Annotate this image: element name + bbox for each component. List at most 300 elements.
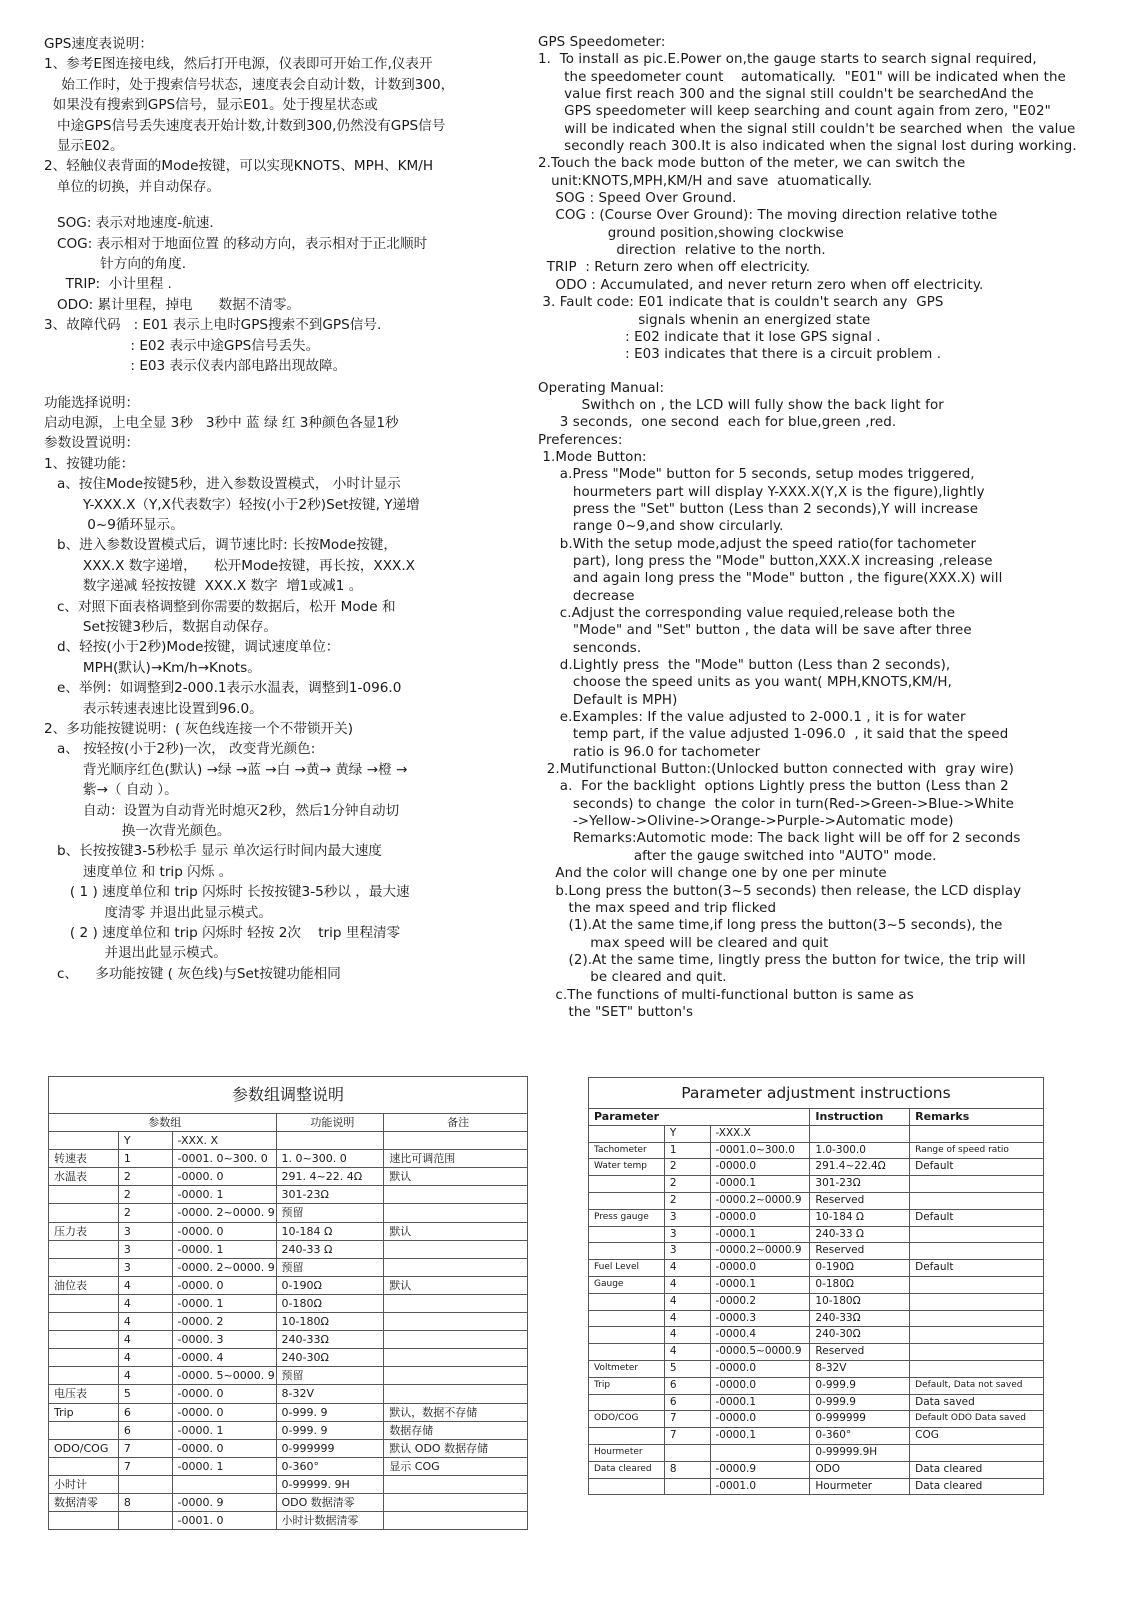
table-cell <box>49 1204 119 1222</box>
text-line: signals whenin an energized state <box>538 312 871 328</box>
table-row <box>49 1403 528 1421</box>
table-cell: 5 <box>118 1385 172 1403</box>
table-row <box>589 1461 1044 1478</box>
table-cell: ODO/COG <box>589 1411 665 1428</box>
text-line: a.Press "Mode" button for 5 seconds, setup modes triggered, <box>538 467 975 483</box>
text-line: decrease <box>538 588 635 604</box>
table-cell: 1.0-300.0 <box>810 1142 910 1159</box>
table-cell <box>49 1313 119 1331</box>
text-line: 功能选择说明： <box>44 394 140 411</box>
table-row <box>589 1176 1044 1193</box>
table-cell: 默认，数据不存储 <box>384 1403 528 1421</box>
table-cell: 4 <box>664 1327 710 1344</box>
text-line: after the gauge switched into "AUTO" mode. <box>538 848 937 864</box>
table-cell: -0000. 0 <box>172 1385 276 1403</box>
table-cell: 4 <box>118 1331 172 1349</box>
text-line: XXX.X 数字递增， 松开Mode按键，再长按，XXX.X <box>44 557 415 574</box>
column-header: 备注 <box>384 1114 528 1132</box>
table-row <box>49 1186 528 1204</box>
table-cell: 0-180Ω <box>810 1276 910 1293</box>
table-cell: Default ODO Data saved <box>910 1411 1044 1428</box>
table-row <box>589 1260 1044 1277</box>
table-cell <box>384 1385 528 1403</box>
table-row <box>589 1327 1044 1344</box>
table-cell: -0000. 4 <box>172 1349 276 1367</box>
table-cell: Data saved <box>910 1394 1044 1411</box>
table-row <box>49 1132 528 1150</box>
table-cell <box>276 1132 384 1150</box>
text-line: 针方向的角度. <box>44 256 187 273</box>
table-cell: 2 <box>664 1192 710 1209</box>
text-line: ( 1 ) 速度单位和 trip 闪烁时 长按按键3-5秒以 ，最大速 <box>44 884 410 901</box>
table-cell <box>910 1310 1044 1327</box>
text-line: : E03 表示仪表内部电路出现故障。 <box>44 358 347 375</box>
table-cell: -0000. 2 <box>172 1313 276 1331</box>
text-line: Operating Manual: <box>538 380 665 396</box>
table-cell: -0000.1 <box>710 1428 810 1445</box>
text-line: : E03 indicates that there is a circuit problem . <box>538 347 942 363</box>
table-cell: -0000. 5~0000. 9 <box>172 1367 276 1385</box>
table-cell: 2 <box>664 1159 710 1176</box>
table-cell: 0-190Ω <box>276 1276 384 1294</box>
table-cell <box>49 1132 119 1150</box>
table-cell: Hourmeter <box>589 1444 665 1461</box>
text-line: choose the speed units as you want( MPH,KNOTS,KM/H, <box>538 675 952 691</box>
table-cell: -0000. 0 <box>172 1222 276 1240</box>
text-line: will be indicated when the signal still couldn't be searched when the value <box>538 121 1076 137</box>
table-row <box>589 1411 1044 1428</box>
table-cell: 0-999. 9 <box>276 1421 384 1439</box>
table-cell <box>384 1313 528 1331</box>
table-cell: 默认 ODO 数据存储 <box>384 1439 528 1457</box>
table-cell: -XXX.X <box>710 1125 810 1142</box>
column-header: Instruction <box>810 1109 910 1126</box>
table-cell: 数据清零 <box>49 1493 119 1511</box>
text-line: direction relative to the north. <box>538 243 826 259</box>
table-row <box>49 1240 528 1258</box>
table-cell: 小时计 <box>49 1475 119 1493</box>
table-row <box>49 1475 528 1493</box>
table-cell: Reserved <box>810 1192 910 1209</box>
text-line: And the color will change one by one per minute <box>538 866 887 882</box>
table-cell: 预留 <box>276 1367 384 1385</box>
table-cell <box>589 1310 665 1327</box>
table-row <box>589 1428 1044 1445</box>
table-cell: 0-190Ω <box>810 1260 910 1277</box>
table-cell: 3 <box>118 1222 172 1240</box>
table-cell: 6 <box>664 1377 710 1394</box>
table-cell: Trip <box>589 1377 665 1394</box>
table-cell: ODO 数据清零 <box>276 1493 384 1511</box>
table-row <box>49 1258 528 1276</box>
table-cell: -0000. 0 <box>172 1439 276 1457</box>
table-row <box>589 1394 1044 1411</box>
table-cell <box>910 1344 1044 1361</box>
text-line: Set按键3秒后，数据自动保存。 <box>44 618 277 635</box>
table-cell <box>910 1444 1044 1461</box>
table-cell: 301-23Ω <box>276 1186 384 1204</box>
table-cell <box>910 1276 1044 1293</box>
table-cell <box>49 1367 119 1385</box>
table-cell <box>49 1512 119 1530</box>
text-line: (2).At the same time, lingtly press the button for twice, the trip will <box>538 952 1026 968</box>
text-line: 如果没有搜索到GPS信号，显示E01。处于搜星状态或 <box>44 97 378 114</box>
table-cell: Press gauge <box>589 1209 665 1226</box>
table-cell: 预留 <box>276 1204 384 1222</box>
table-cell: 7 <box>118 1439 172 1457</box>
table-cell <box>384 1493 528 1511</box>
table-cell: -0000.5~0000.9 <box>710 1344 810 1361</box>
table-cell: Gauge <box>589 1276 665 1293</box>
text-line: c.Adjust the corresponding value requied,release both the <box>538 606 956 621</box>
table-row <box>589 1344 1044 1361</box>
table-cell: 240-33 Ω <box>810 1226 910 1243</box>
table-cell: Data cleared <box>910 1478 1044 1495</box>
table-cell: Y <box>664 1125 710 1142</box>
text-line: 2.Mutifunctional Button:(Unlocked button connected with gray wire) <box>538 762 1014 778</box>
table-row <box>589 1310 1044 1327</box>
text-line: 2、多功能按键说明：( 灰色线连接一个不带锁开关) <box>44 721 354 737</box>
table-cell: 0-999.9 <box>810 1394 910 1411</box>
table-cell <box>118 1475 172 1493</box>
table-cell: -0000.1 <box>710 1226 810 1243</box>
table-cell <box>910 1327 1044 1344</box>
column-header: 功能说明 <box>276 1114 384 1132</box>
text-line: GPS速度表说明： <box>44 36 153 52</box>
table-cell: 4 <box>664 1293 710 1310</box>
table-cell <box>118 1512 172 1530</box>
table-cell: Default <box>910 1209 1044 1226</box>
table-cell: -0000.2~0000.9 <box>710 1243 810 1260</box>
table-cell: 2 <box>118 1204 172 1222</box>
table-row <box>49 1457 528 1475</box>
table-cell: 3 <box>664 1226 710 1243</box>
table-cell: 0-999. 9 <box>276 1403 384 1421</box>
text-line: unit:KNOTS,MPH,KM/H and save atuomatically. <box>538 173 873 189</box>
table-cell <box>710 1444 810 1461</box>
table-row <box>49 1512 528 1530</box>
text-line: range 0~9,and show circularly. <box>538 519 784 535</box>
table-cell <box>172 1475 276 1493</box>
table-row <box>49 1439 528 1457</box>
text-line: max speed will be cleared and quit <box>538 935 829 951</box>
table-row <box>49 1367 528 1385</box>
table-cell: -0000. 2~0000. 9 <box>172 1258 276 1276</box>
table-cell: 4 <box>664 1260 710 1277</box>
table-cell <box>589 1478 665 1495</box>
table-row <box>589 1142 1044 1159</box>
text-line: TRIP: 小计里程 . <box>44 276 172 293</box>
table-cell: -0001.0~300.0 <box>710 1142 810 1159</box>
table-cell <box>589 1226 665 1243</box>
text-line: a. For the backlight options Lightly press the button (Less than 2 <box>538 779 1009 795</box>
table-cell <box>384 1294 528 1312</box>
text-line: MPH(默认)→Km/h→Knots。 <box>44 659 261 676</box>
table-cell: 0-99999. 9H <box>276 1475 384 1493</box>
text-line: 紫→（ 自动 ）。 <box>44 782 178 799</box>
table-cell <box>664 1444 710 1461</box>
table-cell: -0000. 3 <box>172 1331 276 1349</box>
table-cell: -0000.0 <box>710 1260 810 1277</box>
table-cell: -0000. 1 <box>172 1421 276 1439</box>
table-cell: 0-999999 <box>810 1411 910 1428</box>
table-cell <box>589 1293 665 1310</box>
text-line: 背光顺序红色(默认) →绿 →蓝 →白 →黄→ 黄绿 →橙 → <box>44 761 408 778</box>
table-cell: 291. 4~22. 4Ω <box>276 1168 384 1186</box>
text-line: SOG: 表示对地速度-航速. <box>44 215 214 232</box>
table-cell: -0000. 1 <box>172 1457 276 1475</box>
text-line: the max speed and trip flicked <box>538 900 777 916</box>
table-cell: 4 <box>118 1367 172 1385</box>
table-cell <box>384 1367 528 1385</box>
text-line: GPS Speedometer: <box>538 35 666 50</box>
table-cell: 7 <box>118 1457 172 1475</box>
table-cell: 240-30Ω <box>810 1327 910 1344</box>
table-cell: -0000.2 <box>710 1293 810 1310</box>
table-row <box>589 1478 1044 1495</box>
text-line: Swithch on , the LCD will fully show the back light for <box>538 397 944 413</box>
text-line: 0~9循环显示。 <box>44 516 184 533</box>
table-cell: -0000.0 <box>710 1159 810 1176</box>
text-line: ODO : Accumulated, and never return zero when off electricity. <box>538 277 984 293</box>
table-cell: 8 <box>664 1461 710 1478</box>
table-cell <box>49 1331 119 1349</box>
table-cell: 3 <box>664 1243 710 1260</box>
table-cell: Y <box>118 1132 172 1150</box>
text-line: e.Examples: If the value adjusted to 2-000.1 , it is for water <box>538 710 966 726</box>
table-cell <box>384 1258 528 1276</box>
text-line: : E02 表示中途GPS信号丢失。 <box>44 337 320 354</box>
table-cell: 4 <box>664 1276 710 1293</box>
table-title: Parameter adjustment instructions <box>589 1078 1044 1109</box>
table-cell: Water temp <box>589 1159 665 1176</box>
text-line: ODO: 累计里程，掉电 数据不清零。 <box>44 296 301 313</box>
text-line <box>538 364 1118 380</box>
table-cell <box>384 1186 528 1204</box>
table-cell: -0000. 2~0000. 9 <box>172 1204 276 1222</box>
table-cell: -0000.1 <box>710 1276 810 1293</box>
table-row <box>49 1331 528 1349</box>
table-row <box>589 1243 1044 1260</box>
table-cell <box>49 1258 119 1276</box>
table-row <box>49 1222 528 1240</box>
table-row <box>589 1192 1044 1209</box>
table-cell: -0000.3 <box>710 1310 810 1327</box>
table-cell: 2 <box>664 1176 710 1193</box>
table-cell: Voltmeter <box>589 1360 665 1377</box>
table-row <box>589 1360 1044 1377</box>
table-cell: 速比可调范围 <box>384 1150 528 1168</box>
chinese-instructions <box>44 34 544 984</box>
table-cell <box>589 1192 665 1209</box>
table-cell: 数据存储 <box>384 1421 528 1439</box>
text-line: c.The functions of multi-functional button is same as <box>538 987 914 1003</box>
table-cell <box>384 1512 528 1530</box>
column-header: 参数组 <box>49 1114 277 1132</box>
table-cell: 默认 <box>384 1168 528 1186</box>
table-cell <box>910 1176 1044 1193</box>
table-cell: 2 <box>118 1186 172 1204</box>
text-line: 1. To install as pic.E.Power on,the gauge starts to search signal required, <box>538 52 1037 68</box>
text-line: c、 多功能按键 ( 灰色线)与Set按键功能相同 <box>44 965 341 982</box>
text-line: SOG : Speed Over Ground. <box>538 191 737 207</box>
table-row <box>589 1125 1044 1142</box>
text-line: 单位的切换，并自动保存。 <box>44 178 221 195</box>
table-row <box>49 1294 528 1312</box>
table-cell: -0000. 0 <box>172 1276 276 1294</box>
text-line: GPS speedometer will keep searching and count again from zero, "E02" <box>538 104 1051 120</box>
text-line: senconds. <box>538 640 642 656</box>
table-cell: 240-33Ω <box>810 1310 910 1327</box>
table-cell: 1 <box>118 1150 172 1168</box>
table-cell: 8 <box>118 1493 172 1511</box>
table-cell <box>589 1344 665 1361</box>
text-line: ground position,showing clockwise <box>538 225 844 241</box>
table-cell: Range of speed ratio <box>910 1142 1044 1159</box>
table-cell: 301-23Ω <box>810 1176 910 1193</box>
text-line: : E02 indicate that it lose GPS signal . <box>538 329 881 345</box>
table-cell: 0-999999 <box>276 1439 384 1457</box>
table-cell <box>589 1428 665 1445</box>
text-line: 3. Fault code: E01 indicate that is couldn't search any GPS <box>538 295 944 311</box>
table-cell: -0001. 0~300. 0 <box>172 1150 276 1168</box>
table-cell: Reserved <box>810 1243 910 1260</box>
table-cell: 1 <box>664 1142 710 1159</box>
table-cell <box>589 1176 665 1193</box>
text-line: b、长按按键3-5秒松手 显示 单次运行时间内最大速度 <box>44 843 382 860</box>
table-cell: 0-180Ω <box>276 1294 384 1312</box>
table-cell: -0000.4 <box>710 1327 810 1344</box>
table-cell <box>910 1243 1044 1260</box>
text-line: 速度单位 和 trip 闪烁 。 <box>44 863 233 880</box>
text-line: ->Yellow->Olivine->Orange->Purple->Automatic mode) <box>538 814 954 830</box>
table-cell: 4 <box>118 1349 172 1367</box>
text-line: d、轻按(小于2秒)Mode按键，调试速度单位： <box>44 639 340 656</box>
table-row <box>49 1385 528 1403</box>
table-cell: Hourmeter <box>810 1478 910 1495</box>
text-line: 1.Mode Button: <box>538 449 647 465</box>
table-cell <box>384 1331 528 1349</box>
table-cell: 6 <box>118 1421 172 1439</box>
text-line: secondly reach 300.It is also indicated when the signal lost during working. <box>538 139 1077 155</box>
parameter-table-english <box>588 1077 1044 1495</box>
table-cell <box>384 1475 528 1493</box>
table-row <box>49 1493 528 1511</box>
table-cell: Default <box>910 1260 1044 1277</box>
text-line: (1).At the same time,if long press the button(3~5 seconds), the <box>538 918 1003 934</box>
text-line: c、对照下面表格调整到你需要的数据后，松开 Mode 和 <box>44 598 396 615</box>
text-line: 始工作时，处于搜索信号状态，速度表会自动计数，计数到300， <box>44 76 455 93</box>
text-line: Y-XXX.X（Y,X代表数字）轻按(小于2秒)Set按键, Y递增 <box>44 496 420 513</box>
table-cell: -0000. 0 <box>172 1403 276 1421</box>
table-cell: 3 <box>118 1258 172 1276</box>
text-line: seconds) to change the color in turn(Red->Green->Blue->White <box>538 796 1015 812</box>
table-cell <box>589 1394 665 1411</box>
table-cell <box>910 1125 1044 1142</box>
table-row <box>589 1276 1044 1293</box>
table-cell: 4 <box>664 1310 710 1327</box>
table-cell: -0000.0 <box>710 1411 810 1428</box>
text-line: 2、轻触仪表背面的Mode按键，可以实现KNOTS、MPH、KM/H <box>44 158 434 175</box>
table-cell: 10-180Ω <box>276 1313 384 1331</box>
table-cell <box>589 1327 665 1344</box>
text-line: 1、参考E图连接电线，然后打开电源，仪表即可开始工作,仪表开 <box>44 56 433 73</box>
text-line: 中途GPS信号丢失速度表开始计数,计数到300,仍然没有GPS信号 <box>44 117 446 134</box>
text-line: Preferences: <box>538 432 623 448</box>
text-line: the speedometer count automatically. "E01" will be indicated when the <box>538 69 1066 85</box>
table-row <box>589 1293 1044 1310</box>
table-cell <box>49 1294 119 1312</box>
table-cell: -0000.1 <box>710 1394 810 1411</box>
table-cell: -0000. 0 <box>172 1168 276 1186</box>
text-line: e、举例：如调整到2-000.1表示水温表，调整到1-096.0 <box>44 680 402 697</box>
table-cell: 油位表 <box>49 1276 119 1294</box>
text-line: "Mode" and "Set" button , the data will be save after three <box>538 623 972 639</box>
table-cell: Data cleared <box>910 1461 1044 1478</box>
table-cell <box>384 1132 528 1150</box>
text-line: d.Lightly press the "Mode" button (Less than 2 seconds), <box>538 658 951 674</box>
text-line: b.With the setup mode,adjust the speed ratio(for tachometer <box>538 536 977 552</box>
table-cell: 电压表 <box>49 1385 119 1403</box>
table-row <box>49 1204 528 1222</box>
table-cell: Fuel Level <box>589 1260 665 1277</box>
table-cell <box>384 1204 528 1222</box>
table-cell: -0001.0 <box>710 1478 810 1495</box>
table-cell: 240-33 Ω <box>276 1240 384 1258</box>
table-cell: -0000.2~0000.9 <box>710 1192 810 1209</box>
parameter-table-chinese <box>48 1076 528 1530</box>
table-row <box>589 1209 1044 1226</box>
table-row <box>49 1276 528 1294</box>
text-line: TRIP : Return zero when off electricity. <box>538 260 811 276</box>
table-cell: 6 <box>118 1403 172 1421</box>
table-row <box>49 1313 528 1331</box>
table-cell <box>49 1240 119 1258</box>
table-cell: 7 <box>664 1411 710 1428</box>
english-instructions <box>538 34 1118 1021</box>
table-cell <box>49 1457 119 1475</box>
text-line: 2.Touch the back mode button of the meter, we can switch the <box>538 156 966 172</box>
text-line: 参数设置说明： <box>44 435 140 452</box>
table-cell: 8-32V <box>810 1360 910 1377</box>
table-cell: ODO/COG <box>49 1439 119 1457</box>
text-line: ( 2 ) 速度单位和 trip 闪烁时 轻按 2次 trip 里程清零 <box>44 925 401 942</box>
text-line: b.Long press the button(3~5 seconds) then release, the LCD display <box>538 883 1022 899</box>
table-cell: COG <box>910 1428 1044 1445</box>
table-cell: 4 <box>664 1344 710 1361</box>
text-line: hourmeters part will display Y-XXX.X(Y,X is the figure),lightly <box>538 484 985 500</box>
text-line: 数字递减 轻按按键 XXX.X 数字 增1或减1 。 <box>44 578 363 595</box>
table-cell: 4 <box>118 1294 172 1312</box>
table-cell: -0000.0 <box>710 1377 810 1394</box>
table-cell: 10-184 Ω <box>276 1222 384 1240</box>
table-cell: -0000.1 <box>710 1176 810 1193</box>
table-cell: Data cleared <box>589 1461 665 1478</box>
table-cell: Reserved <box>810 1344 910 1361</box>
table-cell <box>810 1125 910 1142</box>
text-line: a、按住Mode按键5秒，进入参数设置模式， 小时计显示 <box>44 476 401 493</box>
table-cell: 小时计数据清零 <box>276 1512 384 1530</box>
text-line: press the "Set" button (Less than 2 seconds),Y will increase <box>538 501 979 517</box>
table-cell: 1. 0~300. 0 <box>276 1150 384 1168</box>
table-row <box>589 1444 1044 1461</box>
table-cell <box>910 1360 1044 1377</box>
text-line: 启动电源，上电全显 3秒 3秒中 蓝 绿 红 3种颜色各显1秒 <box>44 414 399 431</box>
text-line: temp part, if the value adjusted 1-096.0 , it said that the speed <box>538 727 1009 743</box>
text-line <box>44 197 544 213</box>
text-line: value first reach 300 and the signal still couldn't be searchedAnd the <box>538 87 1034 103</box>
table-cell: Default <box>910 1159 1044 1176</box>
